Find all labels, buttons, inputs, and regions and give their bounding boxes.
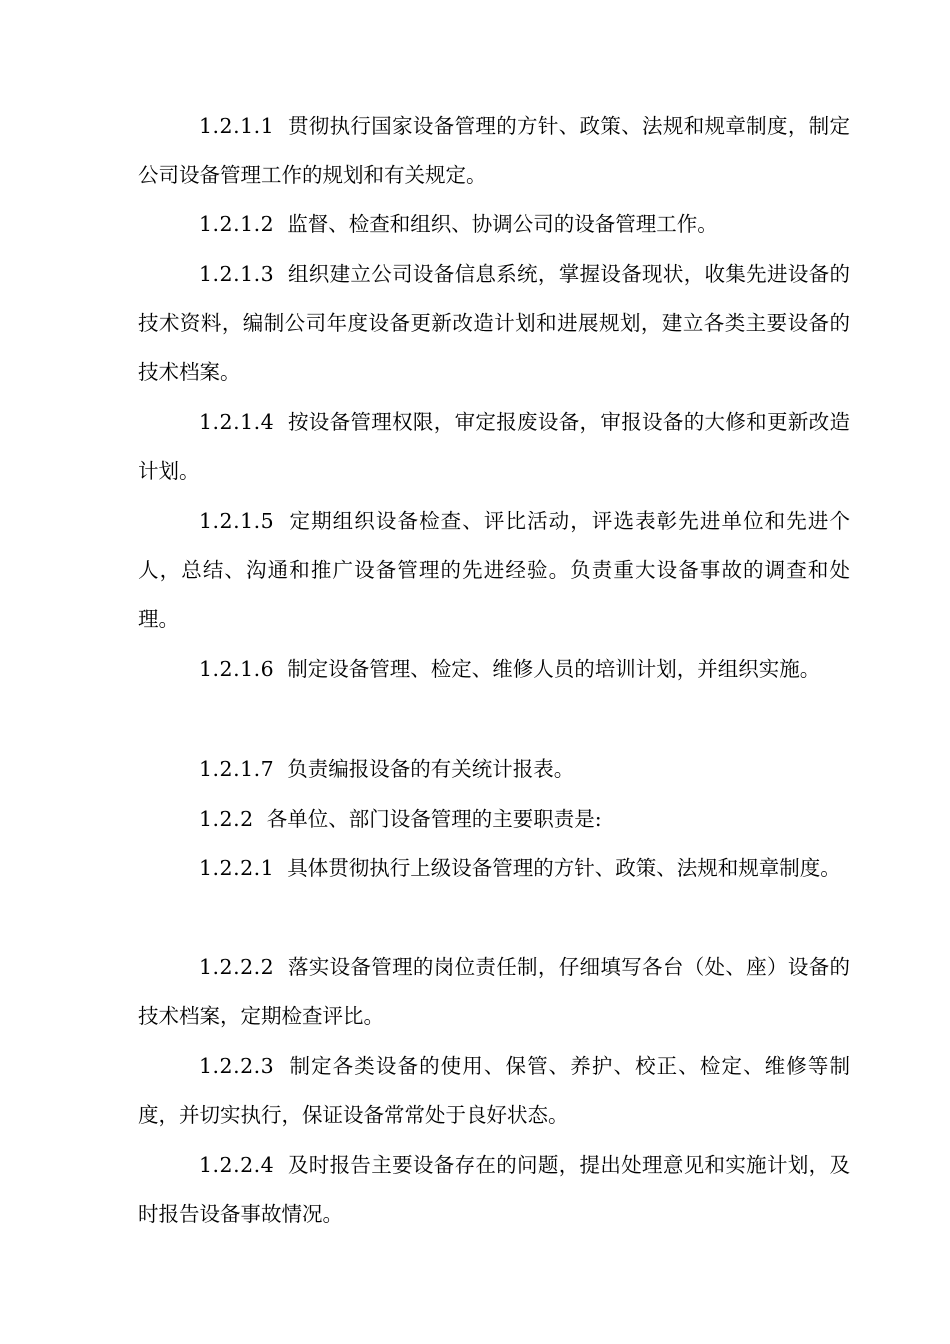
paragraph-1-2-2-2 bbox=[138, 943, 850, 1041]
paragraph-1-2-2 bbox=[138, 795, 850, 844]
clause-number: 1.2.2.1 bbox=[199, 856, 275, 880]
paragraph-1-2-1-7 bbox=[138, 745, 850, 794]
paragraph-1-2-1-2 bbox=[138, 200, 850, 249]
paragraph-1-2-2-4 bbox=[138, 1141, 850, 1239]
clause-number: 1.2.1.4 bbox=[199, 410, 275, 434]
clause-text: 制定各类设备的使用、保管、养护、校正、检定、维修等制度，并切实执行，保证设备常常处于良好状态。 bbox=[138, 1054, 850, 1127]
clause-text: 定期组织设备检查、评比活动，评选表彰先进单位和先进个人，总结、沟通和推广设备管理的先进经验。负责重大设备事故的调查和处理。 bbox=[138, 509, 850, 631]
clause-number: 1.2.2.3 bbox=[199, 1054, 275, 1078]
clause-text: 各单位、部门设备管理的主要职责是: bbox=[266, 807, 602, 831]
paragraph-1-2-1-5 bbox=[138, 497, 850, 644]
clause-text: 及时报告主要设备存在的问题，提出处理意见和实施计划，及时报告设备事故情况。 bbox=[138, 1153, 850, 1226]
clause-text: 制定设备管理、检定、维修人员的培训计划，并组织实施。 bbox=[287, 657, 821, 681]
paragraph-1-2-1-6 bbox=[138, 645, 850, 694]
clause-text: 贯彻执行国家设备管理的方针、政策、法规和规章制度，制定公司设备管理工作的规划和有关规定。 bbox=[138, 114, 850, 187]
clause-text: 按设备管理权限，审定报废设备，审报设备的大修和更新改造计划。 bbox=[138, 410, 850, 483]
clause-number: 1.2.1.6 bbox=[199, 657, 275, 681]
paragraph-1-2-2-3 bbox=[138, 1042, 850, 1140]
clause-number: 1.2.2.2 bbox=[199, 955, 275, 979]
clause-number: 1.2.2 bbox=[199, 807, 254, 831]
clause-text: 落实设备管理的岗位责任制，仔细填写各台（处、座）设备的技术档案，定期检查评比。 bbox=[138, 955, 850, 1028]
clause-number: 1.2.1.3 bbox=[199, 262, 275, 286]
clause-number: 1.2.1.7 bbox=[199, 757, 275, 781]
paragraph-1-2-2-1 bbox=[138, 844, 850, 893]
paragraph-1-2-1-4 bbox=[138, 398, 850, 496]
paragraph-1-2-1-3 bbox=[138, 250, 850, 397]
clause-number: 1.2.1.5 bbox=[199, 509, 275, 533]
clause-text: 组织建立公司设备信息系统，掌握设备现状，收集先进设备的技术资料，编制公司年度设备更新改造计划和进展规划，建立各类主要设备的技术档案。 bbox=[138, 262, 850, 384]
clause-text: 监督、检查和组织、协调公司的设备管理工作。 bbox=[287, 212, 718, 236]
clause-number: 1.2.1.1 bbox=[199, 114, 275, 138]
clause-text: 负责编报设备的有关统计报表。 bbox=[287, 757, 575, 781]
clause-text: 具体贯彻执行上级设备管理的方针、政策、法规和规章制度。 bbox=[287, 856, 841, 880]
clause-number: 1.2.2.4 bbox=[199, 1153, 275, 1177]
clause-number: 1.2.1.2 bbox=[199, 212, 275, 236]
paragraph-1-2-1-1 bbox=[138, 102, 850, 200]
